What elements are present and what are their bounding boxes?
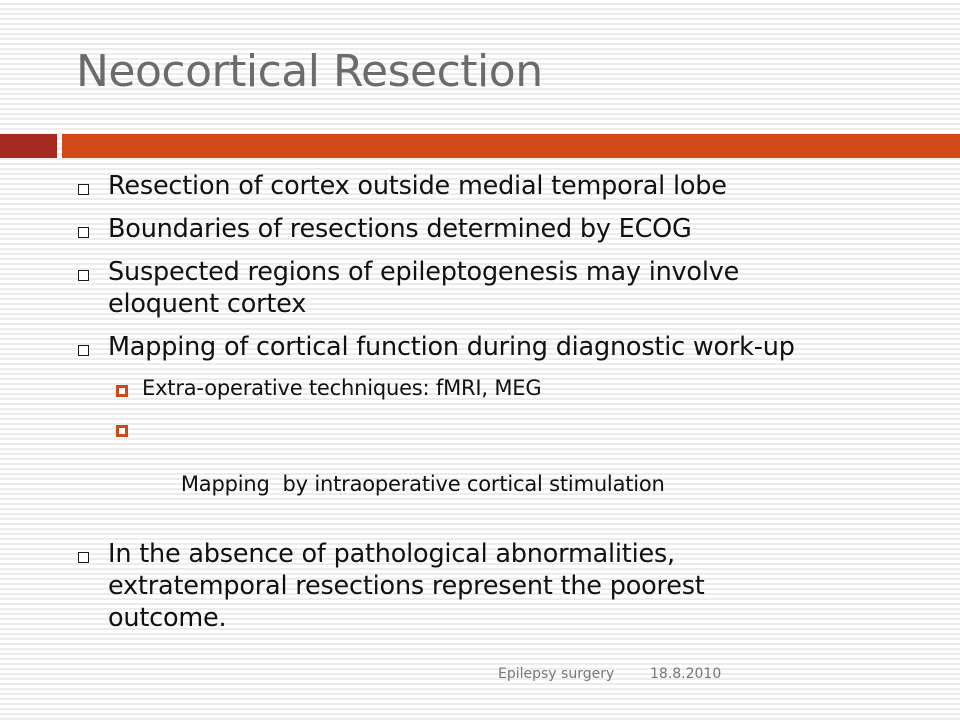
accent-bar-right — [62, 134, 960, 158]
sub-bullet-text: Extra-operative techniques: fMRI, MEG — [142, 376, 542, 400]
bullet-text: In the absence of pathological abnormalities, extratemporal resections represent the poorest outcome. — [108, 539, 705, 633]
hollow-square-icon — [78, 270, 89, 281]
sub-bullet-text: Mapping by intraoperative cortical stimulation — [180, 472, 665, 496]
slide-title: Neocortical Resection — [76, 46, 543, 97]
bullet-item — [0, 331, 960, 363]
bullet-item — [0, 256, 848, 320]
bullet-text: Resection of cortex outside medial temporal lobe — [108, 171, 727, 201]
hollow-square-icon — [78, 552, 89, 563]
bullet-text: Boundaries of resections determined by ECOG — [108, 214, 692, 244]
bullet-text: Suspected regions of epileptogenesis may involve eloquent cortex — [108, 257, 740, 319]
sub-bullet-item — [0, 414, 960, 526]
bullet-text: Mapping of cortical function during diagnostic work-up — [108, 332, 795, 362]
sub-bullet-item — [0, 374, 960, 402]
bullet-list — [0, 170, 960, 645]
footer-presentation-name: Epilepsy surgery — [498, 666, 615, 682]
bullet-item — [0, 213, 960, 245]
bullet-item — [0, 170, 960, 202]
filled-square-icon — [116, 385, 128, 397]
bullet-item — [0, 538, 828, 634]
hollow-square-icon — [78, 227, 89, 238]
hollow-square-icon — [78, 184, 89, 195]
accent-bar-left — [0, 134, 57, 158]
filled-square-icon — [116, 425, 128, 437]
footer-date: 18.8.2010 — [650, 666, 722, 682]
hollow-square-icon — [78, 345, 89, 356]
